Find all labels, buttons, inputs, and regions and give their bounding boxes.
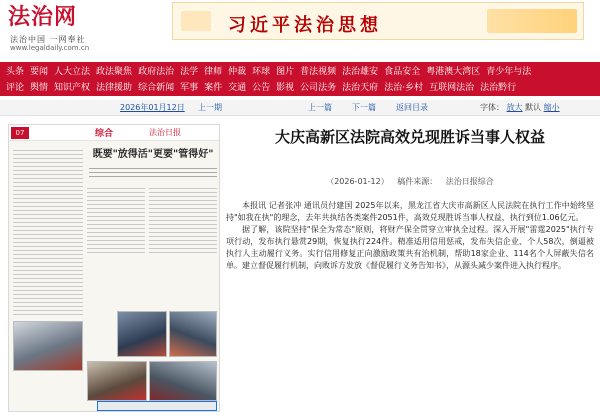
article-paragraph: 本报讯 记者张冲 通讯员付建国 2025年以来，黑龙江省大庆市高新区人民法院在执行工作中始终坚持"如我在执"的理念，去年共执结各类案件2051件，高效兑现胜诉当事人权益，执行到位1.06亿元。 bbox=[226, 201, 594, 222]
paper-headline[interactable]: 既要"放得活"更要"管得好" bbox=[92, 149, 214, 160]
nav-item[interactable]: 人大立法 bbox=[54, 67, 91, 77]
paper-photo[interactable] bbox=[149, 361, 217, 401]
banner-title: 习近平法治思想 bbox=[228, 15, 382, 36]
nav-item[interactable]: 法治天府 bbox=[342, 83, 379, 93]
nav-row-2 bbox=[6, 80, 596, 96]
font-large-button[interactable]: 放大 bbox=[506, 103, 523, 112]
paper-text-column[interactable] bbox=[149, 185, 217, 255]
nav-item[interactable]: 影视 bbox=[276, 83, 295, 93]
nav-item[interactable]: 评论 bbox=[6, 83, 25, 93]
paper-page-header bbox=[9, 125, 220, 141]
back-to-contents-link[interactable]: 返回目录 bbox=[396, 103, 428, 112]
current-article-highlight[interactable] bbox=[97, 401, 217, 411]
logo-text: 法治网 bbox=[8, 4, 78, 30]
paper-masthead: 法治日报 bbox=[149, 128, 181, 137]
nav-item[interactable]: 律师 bbox=[204, 67, 223, 77]
paper-photo[interactable] bbox=[87, 361, 147, 401]
nav-item[interactable]: 要闻 bbox=[30, 67, 49, 77]
nav-item[interactable]: 食品安全 bbox=[384, 67, 421, 77]
nav-item[interactable]: 环球 bbox=[252, 67, 271, 77]
banner-decoration-left bbox=[181, 11, 211, 31]
site-logo[interactable] bbox=[8, 4, 128, 52]
nav-item[interactable]: 法律援助 bbox=[96, 83, 133, 93]
next-article-link[interactable]: 下一篇 bbox=[352, 103, 376, 112]
main-nav bbox=[0, 62, 600, 96]
nav-item[interactable]: 军事 bbox=[180, 83, 199, 93]
nav-item[interactable]: 粤港澳大湾区 bbox=[426, 67, 481, 77]
nav-item[interactable]: 知识产权 bbox=[54, 83, 91, 93]
site-header bbox=[0, 0, 600, 56]
newspaper-page-thumbnail[interactable] bbox=[8, 124, 220, 412]
paper-section-title: 综合 bbox=[95, 129, 114, 139]
article-source-label: 稿件来源： bbox=[397, 177, 438, 186]
nav-item[interactable]: 案件 bbox=[204, 83, 223, 93]
paper-page-number: 07 bbox=[11, 127, 29, 139]
nav-item[interactable]: 青少年与法 bbox=[486, 67, 532, 77]
nav-item[interactable]: 政法聚焦 bbox=[96, 67, 133, 77]
article-meta bbox=[226, 176, 594, 187]
paper-text-column[interactable] bbox=[87, 185, 145, 255]
logo-url: www.legaldaily.com.cn bbox=[10, 44, 90, 52]
nav-item[interactable]: 法治·乡村 bbox=[384, 83, 424, 93]
font-size-controls bbox=[480, 102, 560, 113]
header-banner[interactable] bbox=[172, 2, 584, 40]
article-body bbox=[226, 200, 594, 272]
nav-item[interactable]: 舆情 bbox=[30, 83, 49, 93]
nav-item[interactable]: 仲裁 bbox=[228, 67, 247, 77]
nav-item[interactable]: 综合新闻 bbox=[138, 83, 175, 93]
article-paragraph: 据了解，该院坚持"保全为常态"原则，将财产保全贯穿立审执全过程。深入开展"雷霆2025"执行专项行动，发布执行悬赏29期，恢复执行224件。精准适用信用惩戒，发布失信企业、个人58次，倒逼被执行人主动履行义务。实行信用修复正向激励政策共有治机制，帮助18家企业、114名个人屏蔽失信名单。建立督促履行机制，向败诉方发放《督促履行义务告知书》，从源头减少案件进入执行程序。 bbox=[226, 225, 594, 270]
nav-item[interactable]: 公司法务 bbox=[300, 83, 337, 93]
nav-item[interactable]: 互联网法治 bbox=[429, 83, 475, 93]
paper-photo[interactable] bbox=[13, 321, 83, 371]
nav-item[interactable]: 头条 bbox=[6, 67, 25, 77]
article-date: （2026-01-12） bbox=[326, 177, 389, 186]
article bbox=[226, 124, 594, 412]
issue-date-link[interactable]: 2026年01月12日 bbox=[120, 103, 185, 112]
nav-item[interactable]: 政府法治 bbox=[138, 67, 175, 77]
article-source: 法治日报综合 bbox=[445, 177, 494, 186]
font-small-button[interactable]: 缩小 bbox=[543, 103, 560, 112]
nav-item[interactable]: 法治雄安 bbox=[342, 67, 379, 77]
nav-row-1 bbox=[6, 64, 596, 80]
nav-item[interactable]: 图片 bbox=[276, 67, 295, 77]
paper-text-column[interactable] bbox=[13, 147, 83, 317]
font-size-label: 字体： bbox=[480, 103, 504, 112]
nav-item[interactable]: 公告 bbox=[252, 83, 271, 93]
issue-toolbar bbox=[0, 100, 600, 116]
nav-item[interactable]: 法学 bbox=[180, 67, 199, 77]
nav-item[interactable]: 普法视频 bbox=[300, 67, 337, 77]
paper-photo[interactable] bbox=[117, 311, 167, 357]
article-title: 大庆高新区法院高效兑现胜诉当事人权益 bbox=[274, 128, 545, 146]
paper-photo[interactable] bbox=[169, 311, 217, 357]
font-default-button[interactable]: 默认 bbox=[525, 103, 542, 112]
paper-subheadline bbox=[89, 165, 217, 179]
previous-issue-link[interactable]: 上一期 bbox=[198, 103, 222, 112]
banner-decoration-right bbox=[487, 9, 577, 33]
previous-article-link[interactable]: 上一篇 bbox=[308, 103, 332, 112]
nav-item[interactable]: 法治黔行 bbox=[480, 83, 517, 93]
nav-item[interactable]: 交通 bbox=[228, 83, 247, 93]
logo-slogan: 法治中国 一网奉社 bbox=[10, 35, 86, 44]
